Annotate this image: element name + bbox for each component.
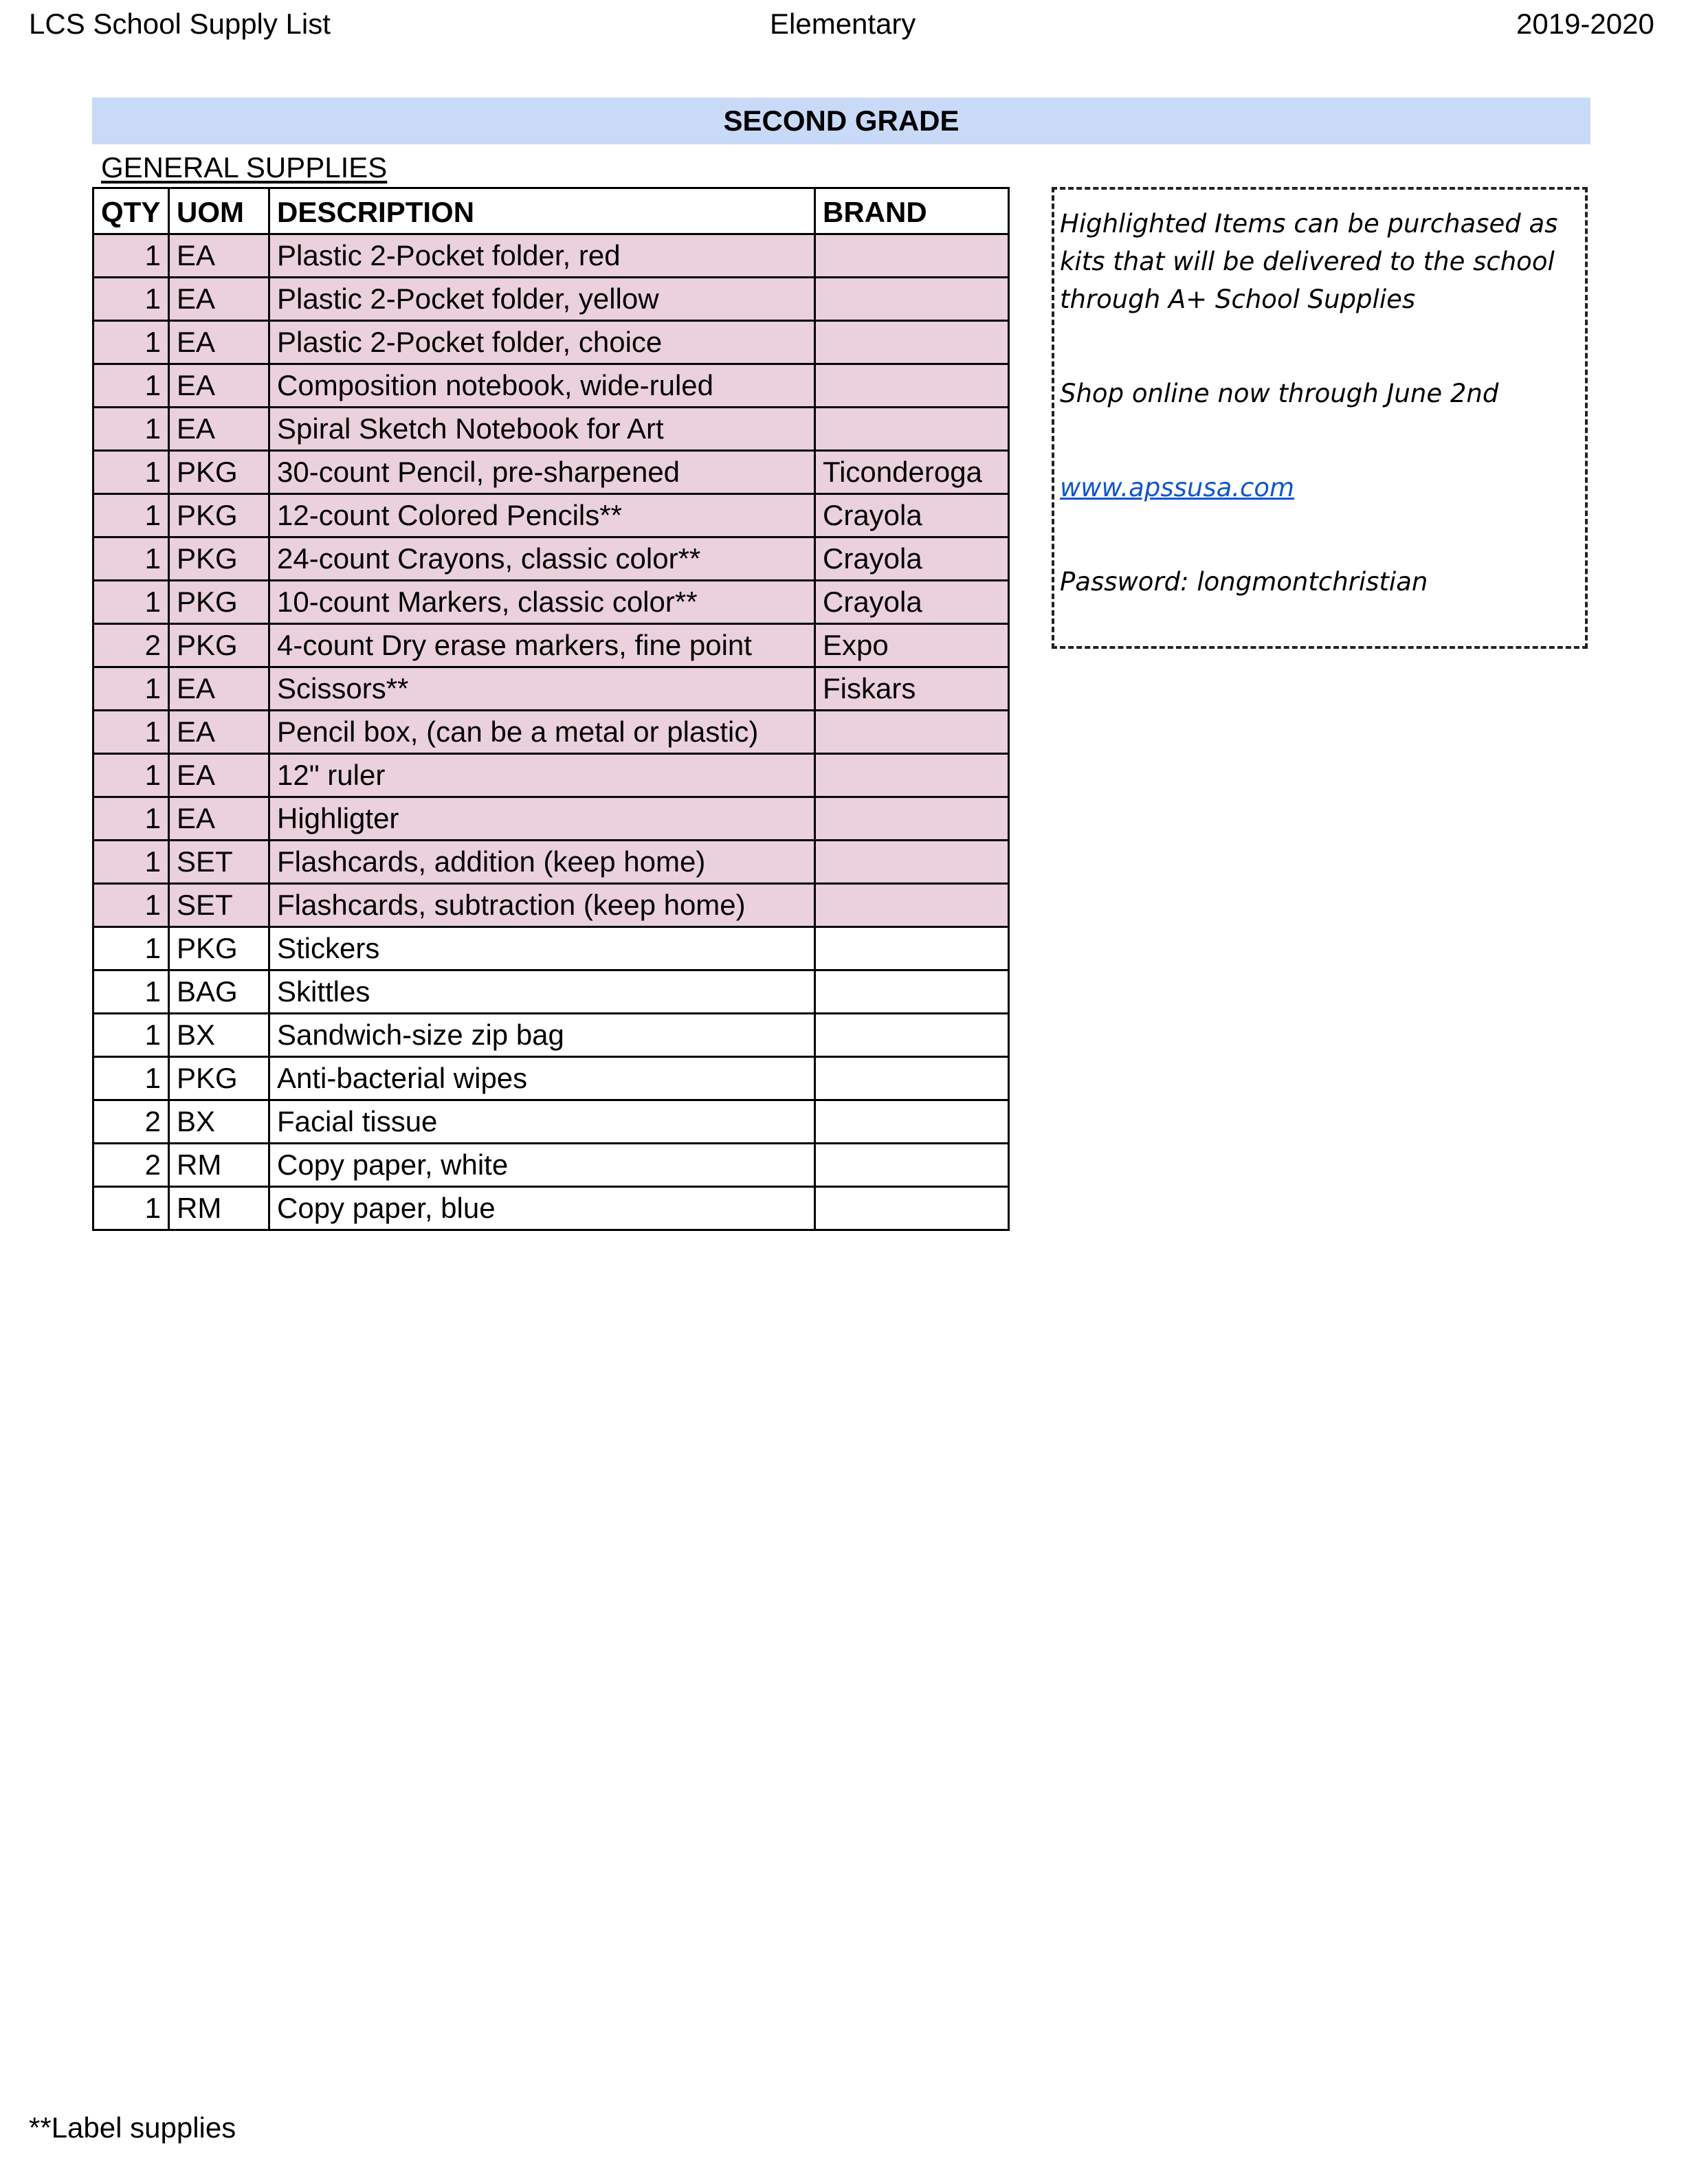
cell-description: Plastic 2-Pocket folder, yellow (269, 278, 815, 321)
table-row (93, 451, 1009, 494)
column-header-description: DESCRIPTION (269, 188, 815, 234)
table-row (93, 970, 1009, 1014)
cell-qty: 2 (93, 624, 169, 667)
cell-qty: 1 (93, 364, 169, 408)
supply-table (92, 187, 1010, 1231)
cell-qty: 1 (93, 1187, 169, 1230)
cell-uom: PKG (169, 581, 269, 624)
cell-brand (815, 927, 1009, 970)
column-header-uom: UOM (169, 188, 269, 234)
cell-brand (815, 841, 1009, 884)
cell-description: 12" ruler (269, 754, 815, 797)
shop-deadline-text: Shop online now through June 2nd (1060, 379, 1499, 408)
cell-brand (815, 1014, 1009, 1057)
cell-description: Stickers (269, 927, 815, 970)
cell-qty: 1 (93, 408, 169, 451)
cell-qty: 2 (93, 1100, 169, 1144)
cell-qty: 1 (93, 321, 169, 364)
cell-description: Sandwich-size zip bag (269, 1014, 815, 1057)
supply-table-body (93, 234, 1009, 1230)
cell-uom: PKG (169, 1057, 269, 1100)
table-row (93, 537, 1009, 581)
cell-brand (815, 797, 1009, 841)
table-row (93, 1187, 1009, 1230)
cell-uom: EA (169, 278, 269, 321)
cell-qty: 1 (93, 884, 169, 927)
table-row (93, 841, 1009, 884)
cell-qty: 1 (93, 970, 169, 1014)
cell-brand (815, 1100, 1009, 1144)
table-row (93, 408, 1009, 451)
supplier-website-link[interactable]: www.apssusa.com (1060, 473, 1295, 502)
cell-qty: 1 (93, 797, 169, 841)
header-school-level: Elementary (770, 8, 916, 40)
cell-description: Composition notebook, wide-ruled (269, 364, 815, 408)
cell-uom: EA (169, 364, 269, 408)
cell-brand (815, 278, 1009, 321)
cell-qty: 1 (93, 537, 169, 581)
cell-brand: Crayola (815, 537, 1009, 581)
column-header-brand: BRAND (815, 188, 1009, 234)
cell-qty: 1 (93, 581, 169, 624)
cell-qty: 1 (93, 711, 169, 754)
cell-brand (815, 884, 1009, 927)
grade-banner: SECOND GRADE (92, 98, 1590, 144)
cell-description: Copy paper, white (269, 1144, 815, 1187)
cell-description: Copy paper, blue (269, 1187, 815, 1230)
table-row (93, 1057, 1009, 1100)
header-school-year: 2019-2020 (1516, 8, 1654, 40)
cell-uom: RM (169, 1144, 269, 1187)
cell-qty: 1 (93, 841, 169, 884)
cell-brand: Crayola (815, 494, 1009, 537)
cell-brand: Expo (815, 624, 1009, 667)
table-row (93, 711, 1009, 754)
table-row (93, 754, 1009, 797)
table-row (93, 1100, 1009, 1144)
table-row (93, 278, 1009, 321)
cell-uom: RM (169, 1187, 269, 1230)
section-title: GENERAL SUPPLIES (101, 151, 388, 184)
cell-uom: EA (169, 754, 269, 797)
cell-qty: 1 (93, 667, 169, 711)
cell-brand: Fiskars (815, 667, 1009, 711)
table-row (93, 884, 1009, 927)
info-text-line-1: Highlighted Items can be purchased as (1060, 209, 1558, 238)
table-row (93, 624, 1009, 667)
table-row (93, 364, 1009, 408)
cell-qty: 1 (93, 927, 169, 970)
cell-uom: PKG (169, 451, 269, 494)
table-row (93, 797, 1009, 841)
info-text-line-2: kits that will be delivered to the school (1060, 247, 1555, 276)
table-row (93, 1144, 1009, 1187)
table-row (93, 494, 1009, 537)
password-text: Password: longmontchristian (1060, 567, 1428, 597)
cell-qty: 1 (93, 494, 169, 537)
cell-description: 10-count Markers, classic color** (269, 581, 815, 624)
cell-brand: Ticonderoga (815, 451, 1009, 494)
cell-uom: PKG (169, 494, 269, 537)
cell-brand (815, 754, 1009, 797)
cell-description: Spiral Sketch Notebook for Art (269, 408, 815, 451)
table-row (93, 581, 1009, 624)
cell-qty: 1 (93, 754, 169, 797)
cell-qty: 1 (93, 278, 169, 321)
cell-brand (815, 364, 1009, 408)
cell-brand (815, 1057, 1009, 1100)
cell-description: Facial tissue (269, 1100, 815, 1144)
cell-uom: EA (169, 797, 269, 841)
cell-description: 12-count Colored Pencils** (269, 494, 815, 537)
cell-uom: SET (169, 884, 269, 927)
cell-uom: BX (169, 1100, 269, 1144)
table-header-row (93, 188, 1009, 234)
cell-uom: BAG (169, 970, 269, 1014)
cell-description: Pencil box, (can be a metal or plastic) (269, 711, 815, 754)
cell-description: Highligter (269, 797, 815, 841)
table-row (93, 667, 1009, 711)
cell-description: 24-count Crayons, classic color** (269, 537, 815, 581)
cell-uom: SET (169, 841, 269, 884)
cell-description: 30-count Pencil, pre-sharpened (269, 451, 815, 494)
cell-brand (815, 970, 1009, 1014)
cell-qty: 1 (93, 1014, 169, 1057)
cell-description: Scissors** (269, 667, 815, 711)
table-row (93, 927, 1009, 970)
cell-qty: 1 (93, 1057, 169, 1100)
cell-brand (815, 1144, 1009, 1187)
cell-uom: EA (169, 408, 269, 451)
cell-description: Flashcards, subtraction (keep home) (269, 884, 815, 927)
cell-uom: EA (169, 711, 269, 754)
cell-description: Flashcards, addition (keep home) (269, 841, 815, 884)
cell-description: Anti-bacterial wipes (269, 1057, 815, 1100)
cell-uom: PKG (169, 927, 269, 970)
cell-qty: 1 (93, 234, 169, 278)
kit-info-box (1052, 187, 1588, 649)
column-header-qty: QTY (93, 188, 169, 234)
cell-uom: EA (169, 667, 269, 711)
table-row (93, 321, 1009, 364)
cell-uom: EA (169, 234, 269, 278)
cell-description: Plastic 2-Pocket folder, red (269, 234, 815, 278)
cell-uom: PKG (169, 624, 269, 667)
footnote: **Label supplies (29, 2111, 236, 2144)
info-text-line-3: through A+ School Supplies (1060, 285, 1416, 314)
cell-brand (815, 234, 1009, 278)
cell-qty: 1 (93, 451, 169, 494)
cell-description: 4-count Dry erase markers, fine point (269, 624, 815, 667)
cell-brand (815, 1187, 1009, 1230)
cell-brand (815, 408, 1009, 451)
cell-uom: PKG (169, 537, 269, 581)
cell-qty: 2 (93, 1144, 169, 1187)
cell-brand (815, 711, 1009, 754)
cell-uom: EA (169, 321, 269, 364)
header-title: LCS School Supply List (29, 8, 331, 40)
cell-uom: BX (169, 1014, 269, 1057)
cell-description: Plastic 2-Pocket folder, choice (269, 321, 815, 364)
table-row (93, 234, 1009, 278)
table-row (93, 1014, 1009, 1057)
cell-description: Skittles (269, 970, 815, 1014)
cell-brand (815, 321, 1009, 364)
cell-brand: Crayola (815, 581, 1009, 624)
